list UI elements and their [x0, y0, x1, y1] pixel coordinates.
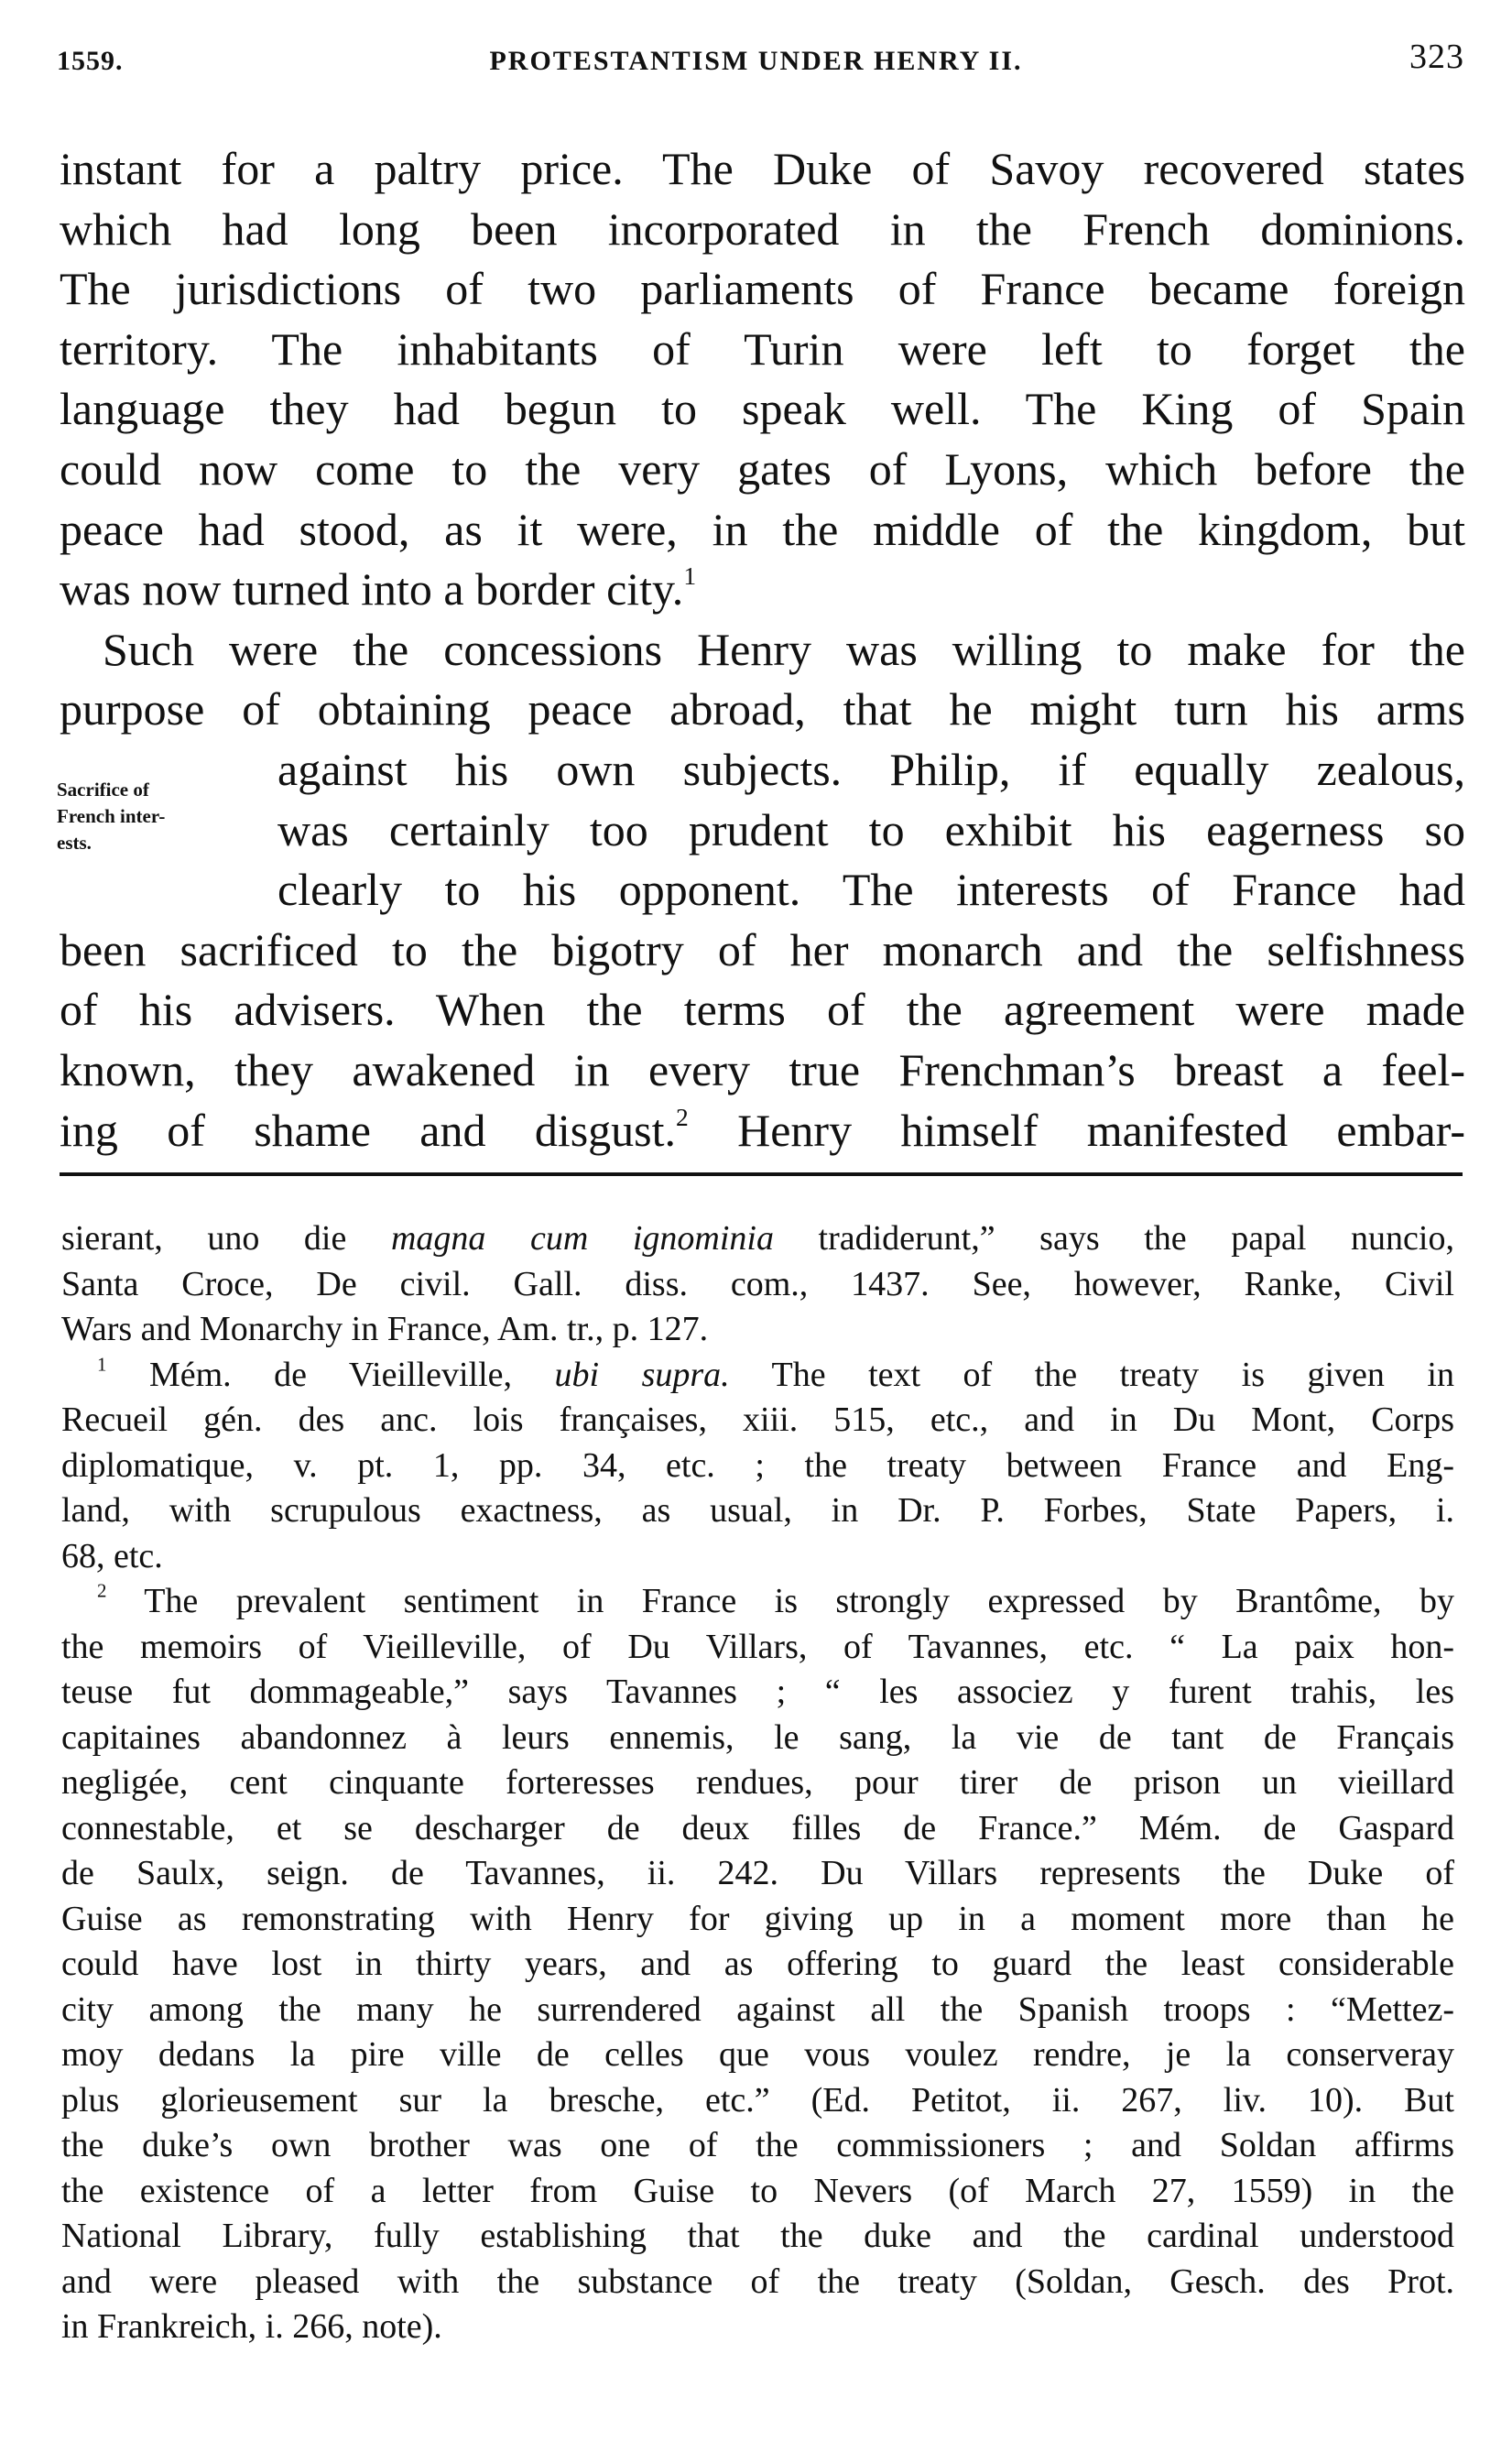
text-run: and were pleased with the substance of the treaty (Soldan, Gesch. des Prot. [61, 2261, 1454, 2301]
text-run: moy dedans la pire ville de celles que vous voulez rendre, je la conserveray [61, 2035, 1454, 2074]
footnote-line [61, 1488, 1454, 1533]
footnote-marker: 1 [683, 561, 697, 591]
text-run: tradiderunt,” says the papal nuncio, [773, 1219, 1454, 1258]
footnote-line [61, 2304, 1454, 2349]
body-line [60, 920, 1465, 980]
text-run: connestable, et se descharger de deux filles de France.” Mém. de Gaspard [61, 1808, 1454, 1847]
text-run: the memoirs of Vieilleville, of Du Villars, of Tavannes, etc. “ La paix hon- [61, 1627, 1454, 1666]
margin-note-line: ests. [57, 832, 92, 854]
text-run: purpose of obtaining peace abroad, that he might turn his arms [60, 683, 1465, 736]
text-run: The jurisdictions of two parliaments of France became foreign [60, 263, 1465, 315]
text-run: Mém. de Vieilleville, [106, 1355, 555, 1394]
text-run: Henry himself manifested embar- [688, 1104, 1465, 1156]
text-run: Such were the concessions Henry was willing to make for the [103, 623, 1465, 675]
footnote-line [61, 2122, 1454, 2168]
footnote-line [61, 1306, 1454, 1352]
margin-note-line: French inter- [57, 805, 166, 827]
footnote-line [61, 2259, 1454, 2305]
text-run: was now turned into a border city. [60, 563, 684, 616]
page-number: 323 [1409, 38, 1464, 76]
footnote-line [61, 1941, 1454, 1987]
text-run: instant for a paltry price. The Duke of Savoy recovered states [60, 143, 1465, 194]
body-line [60, 679, 1465, 739]
body-line [60, 319, 1465, 379]
footnote-line [61, 1715, 1454, 1760]
footnote-line [61, 1533, 1454, 1579]
italic-text: magna cum ignominia [390, 1219, 774, 1258]
text-run: diplomatique, v. pt. 1, pp. 34, etc. ; the treaty between France and Eng- [61, 1445, 1454, 1485]
footnote-line [61, 1669, 1454, 1715]
running-header-title: PROTESTANTISM UNDER HENRY II. [489, 46, 1023, 76]
body-line [60, 199, 1465, 259]
footnote-line [61, 1624, 1454, 1670]
text-run: clearly to his opponent. The interests of France had [277, 864, 1465, 916]
text-run: teuse fut dommageable,” says Tavannes ; “ les associez y furent trahis, les [61, 1673, 1454, 1711]
text-run: in Frankreich, i. 266, note). [61, 2307, 442, 2346]
footnote-line [61, 1896, 1454, 1942]
footnote-line [61, 1443, 1454, 1488]
margin-note [57, 777, 267, 856]
body-line [60, 138, 1465, 199]
body-line [60, 378, 1465, 439]
body-line [277, 739, 1465, 800]
text-run: negligée, cent cinquante forteresses rendues, pour tirer de prison un vieillard [61, 1763, 1454, 1802]
body-line [60, 1100, 1465, 1161]
body-line [60, 559, 1465, 619]
text-run: against his own subjects. Philip, if equally zealous, [277, 744, 1465, 795]
body-line [103, 619, 1465, 680]
body-line [277, 800, 1465, 860]
footnote-line [61, 1850, 1454, 1896]
text-run: capitaines abandonnez à leurs ennemis, le sang, la vie de tant de Français [61, 1717, 1454, 1757]
footnote-line [61, 2213, 1454, 2259]
text-run: Recueil gén. des anc. lois françaises, xiii. 515, etc., and in Du Mont, Corps [61, 1400, 1454, 1439]
text-run: the existence of a letter from Guise to Nevers (of March 27, 1559) in the [61, 2171, 1454, 2210]
text-run: could now come to the very gates of Lyons, which before the [60, 443, 1465, 495]
footnote-separator-rule [60, 1172, 1463, 1176]
footnote-line [61, 1397, 1454, 1443]
text-run: been sacrificed to the bigotry of her monarch and the selfishness [60, 923, 1465, 975]
text-run: peace had stood, as it were, in the middle of the kingdom, but [60, 503, 1465, 555]
text-run: of his advisers. When the terms of the agreement were made [60, 984, 1465, 1036]
text-run: language they had begun to speak well. The King of Spain [60, 383, 1465, 435]
footnote-line [61, 2032, 1454, 2077]
text-run: known, they awakened in every true Frenchman’s breast a feel- [60, 1044, 1465, 1095]
text-run: territory. The inhabitants of Turin were left to forget the [60, 322, 1465, 375]
footnote-line [61, 1760, 1454, 1805]
footnote-line [61, 2077, 1454, 2123]
text-run: The text of the treaty is given in [729, 1355, 1454, 1394]
body-line [60, 258, 1465, 319]
footnote-line [61, 1805, 1454, 1851]
body-line [60, 979, 1465, 1040]
body-line [277, 859, 1465, 920]
footnote-line [61, 1987, 1454, 2032]
footnote-line [97, 1578, 1454, 1624]
text-run: Guise as remonstrating with Henry for giving up in a moment more than he [61, 1899, 1454, 1938]
text-run: 68, etc. [61, 1536, 163, 1575]
italic-text: ubi supra. [554, 1355, 730, 1394]
text-run: was certainly too prudent to exhibit his eagerness so [277, 803, 1465, 855]
footnote-line [97, 1352, 1454, 1398]
text-run: the duke’s own brother was one of the commissioners ; and Soldan affirms [61, 2126, 1454, 2164]
text-run: land, with scrupulous exactness, as usual, in Dr. P. Forbes, State Papers, i. [61, 1491, 1454, 1530]
body-line [60, 499, 1465, 560]
text-run: which had long been incorporated in the French dominions. [60, 202, 1465, 255]
text-run: de Saulx, seign. de Tavannes, ii. 242. Du Villars represents the Duke of [61, 1854, 1454, 1892]
margin-note-line: Sacrifice of [57, 779, 149, 801]
text-run: The prevalent sentiment in France is strongly expressed by Brantôme, by [106, 1582, 1454, 1620]
text-run: plus glorieusement sur la bresche, etc.” (Ed. Petitot, ii. 267, liv. 10). But [61, 2080, 1454, 2120]
footnote-line [61, 2168, 1454, 2214]
footnote-marker: 1 [97, 1352, 107, 1375]
text-run: sierant, uno die [61, 1219, 391, 1258]
text-run: could have lost in thirty years, and as offering to guard the least considerable [61, 1945, 1454, 1983]
text-run: ing of shame and disgust. [60, 1104, 677, 1156]
body-line [60, 1040, 1465, 1100]
running-header-year: 1559. [57, 46, 124, 76]
text-run: National Library, fully establishing that the duke and the cardinal understood [61, 2217, 1454, 2255]
text-run: Wars and Monarchy in France, Am. tr., p. 127. [61, 1310, 709, 1348]
text-run: Santa Croce, De civil. Gall. diss. com., 1437. See, however, Ranke, Civil [61, 1264, 1454, 1303]
footnote-marker: 2 [676, 1102, 689, 1131]
body-line [60, 439, 1465, 499]
text-run: city among the many he surrendered against all the Spanish troops : “Mettez- [61, 1989, 1454, 2029]
footnote-marker: 2 [97, 1579, 107, 1602]
footnote-line [61, 1261, 1454, 1307]
footnote-line [61, 1215, 1454, 1261]
